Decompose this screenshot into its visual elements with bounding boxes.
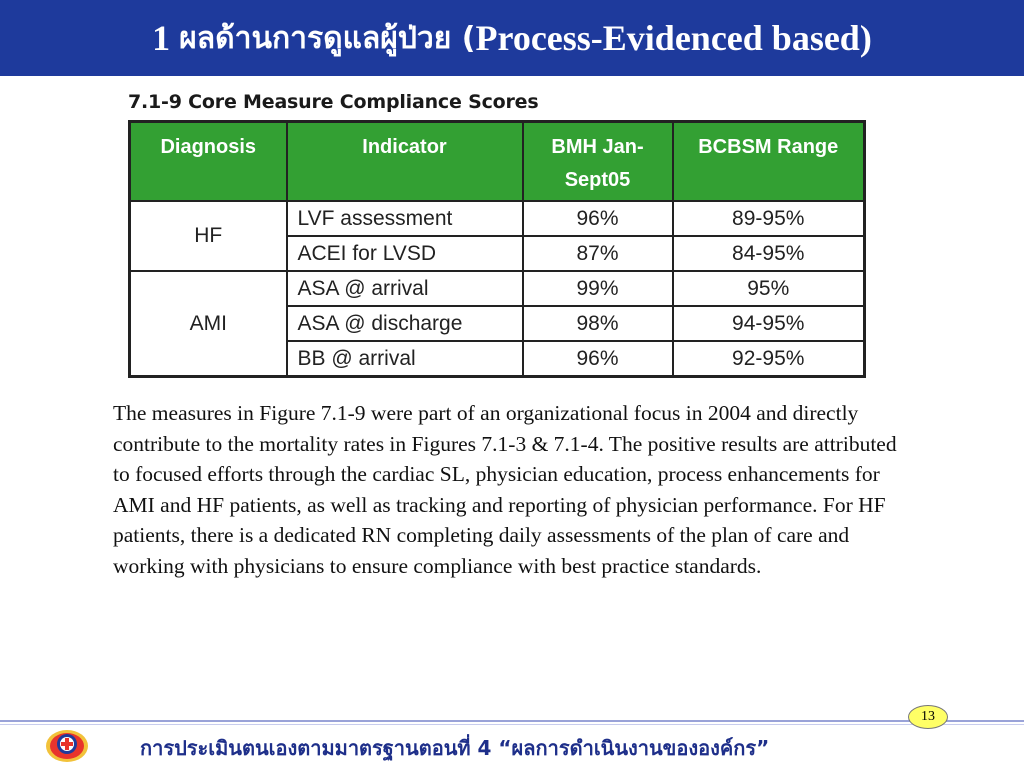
hospital-cross-logo-icon: [44, 724, 90, 764]
bmh-cell: 87%: [523, 236, 673, 271]
body-paragraph: The measures in Figure 7.1-9 were part of an organizational focus in 2004 and directly contribute to the mortality rates in Figures 7.1-3 & 7.1-4. The positive results are attributed to focused efforts through the cardiac SL, physician education, process enhancements for AMI and HF patients, as well as tracking and reporting of physician performance. For HF patients, there is a dedicated RN completing daily assessments of the plan of care and working with physicians to ensure compliance with best practice standards.: [113, 401, 897, 578]
bmh-cell: 96%: [523, 201, 673, 236]
header-bmh-label: BMH Jan-Sept05: [551, 136, 644, 191]
page-number-badge: [908, 705, 948, 729]
bmh-cell: 96%: [523, 341, 673, 377]
diagnosis-cell-ami: AMI: [130, 271, 287, 377]
page-number: 13: [921, 709, 935, 724]
indicator-cell: BB @ arrival: [287, 341, 523, 377]
slide-title-english: Process-Evidenced based: [475, 18, 860, 58]
slide-title: [0, 0, 1024, 76]
footer-caption: การประเมินตนเองตามมาตรฐานตอนที่ 4 “ผลการดำเนินงานขององค์กร”: [140, 736, 770, 760]
footer-divider-secondary: [0, 724, 1024, 725]
slide-title-thai: ผลด้านการดูแลผู้ป่วย (: [179, 20, 476, 56]
footer-divider: [0, 720, 1024, 722]
header-diagnosis: Diagnosis: [130, 122, 287, 202]
header-bcbsm: [673, 122, 865, 202]
bmh-cell: 99%: [523, 271, 673, 306]
bcbsm-cell: 84-95%: [673, 236, 865, 271]
bcbsm-cell: 95%: [673, 271, 865, 306]
header-bmh: [523, 122, 673, 202]
bcbsm-cell: 92-95%: [673, 341, 865, 377]
header-indicator: Indicator: [287, 122, 523, 202]
indicator-cell: ASA @ discharge: [287, 306, 523, 341]
indicator-cell: ACEI for LVSD: [287, 236, 523, 271]
table-row: [130, 201, 865, 236]
bcbsm-cell: 89-95%: [673, 201, 865, 236]
logo-graphic: [44, 724, 90, 764]
indicator-cell: ASA @ arrival: [287, 271, 523, 306]
table-caption: 7.1-9 Core Measure Compliance Scores: [128, 91, 539, 113]
bcbsm-cell: 94-95%: [673, 306, 865, 341]
table-header-row: [130, 122, 865, 202]
core-measure-table: [128, 120, 866, 378]
indicator-cell: LVF assessment: [287, 201, 523, 236]
header-bcbsm-label: BCBSM Range: [698, 136, 839, 158]
diagnosis-cell-hf: HF: [130, 201, 287, 271]
table-row: [130, 271, 865, 306]
slide-title-close: ): [859, 18, 872, 58]
slide-title-number: 1: [152, 18, 171, 58]
bmh-cell: 98%: [523, 306, 673, 341]
